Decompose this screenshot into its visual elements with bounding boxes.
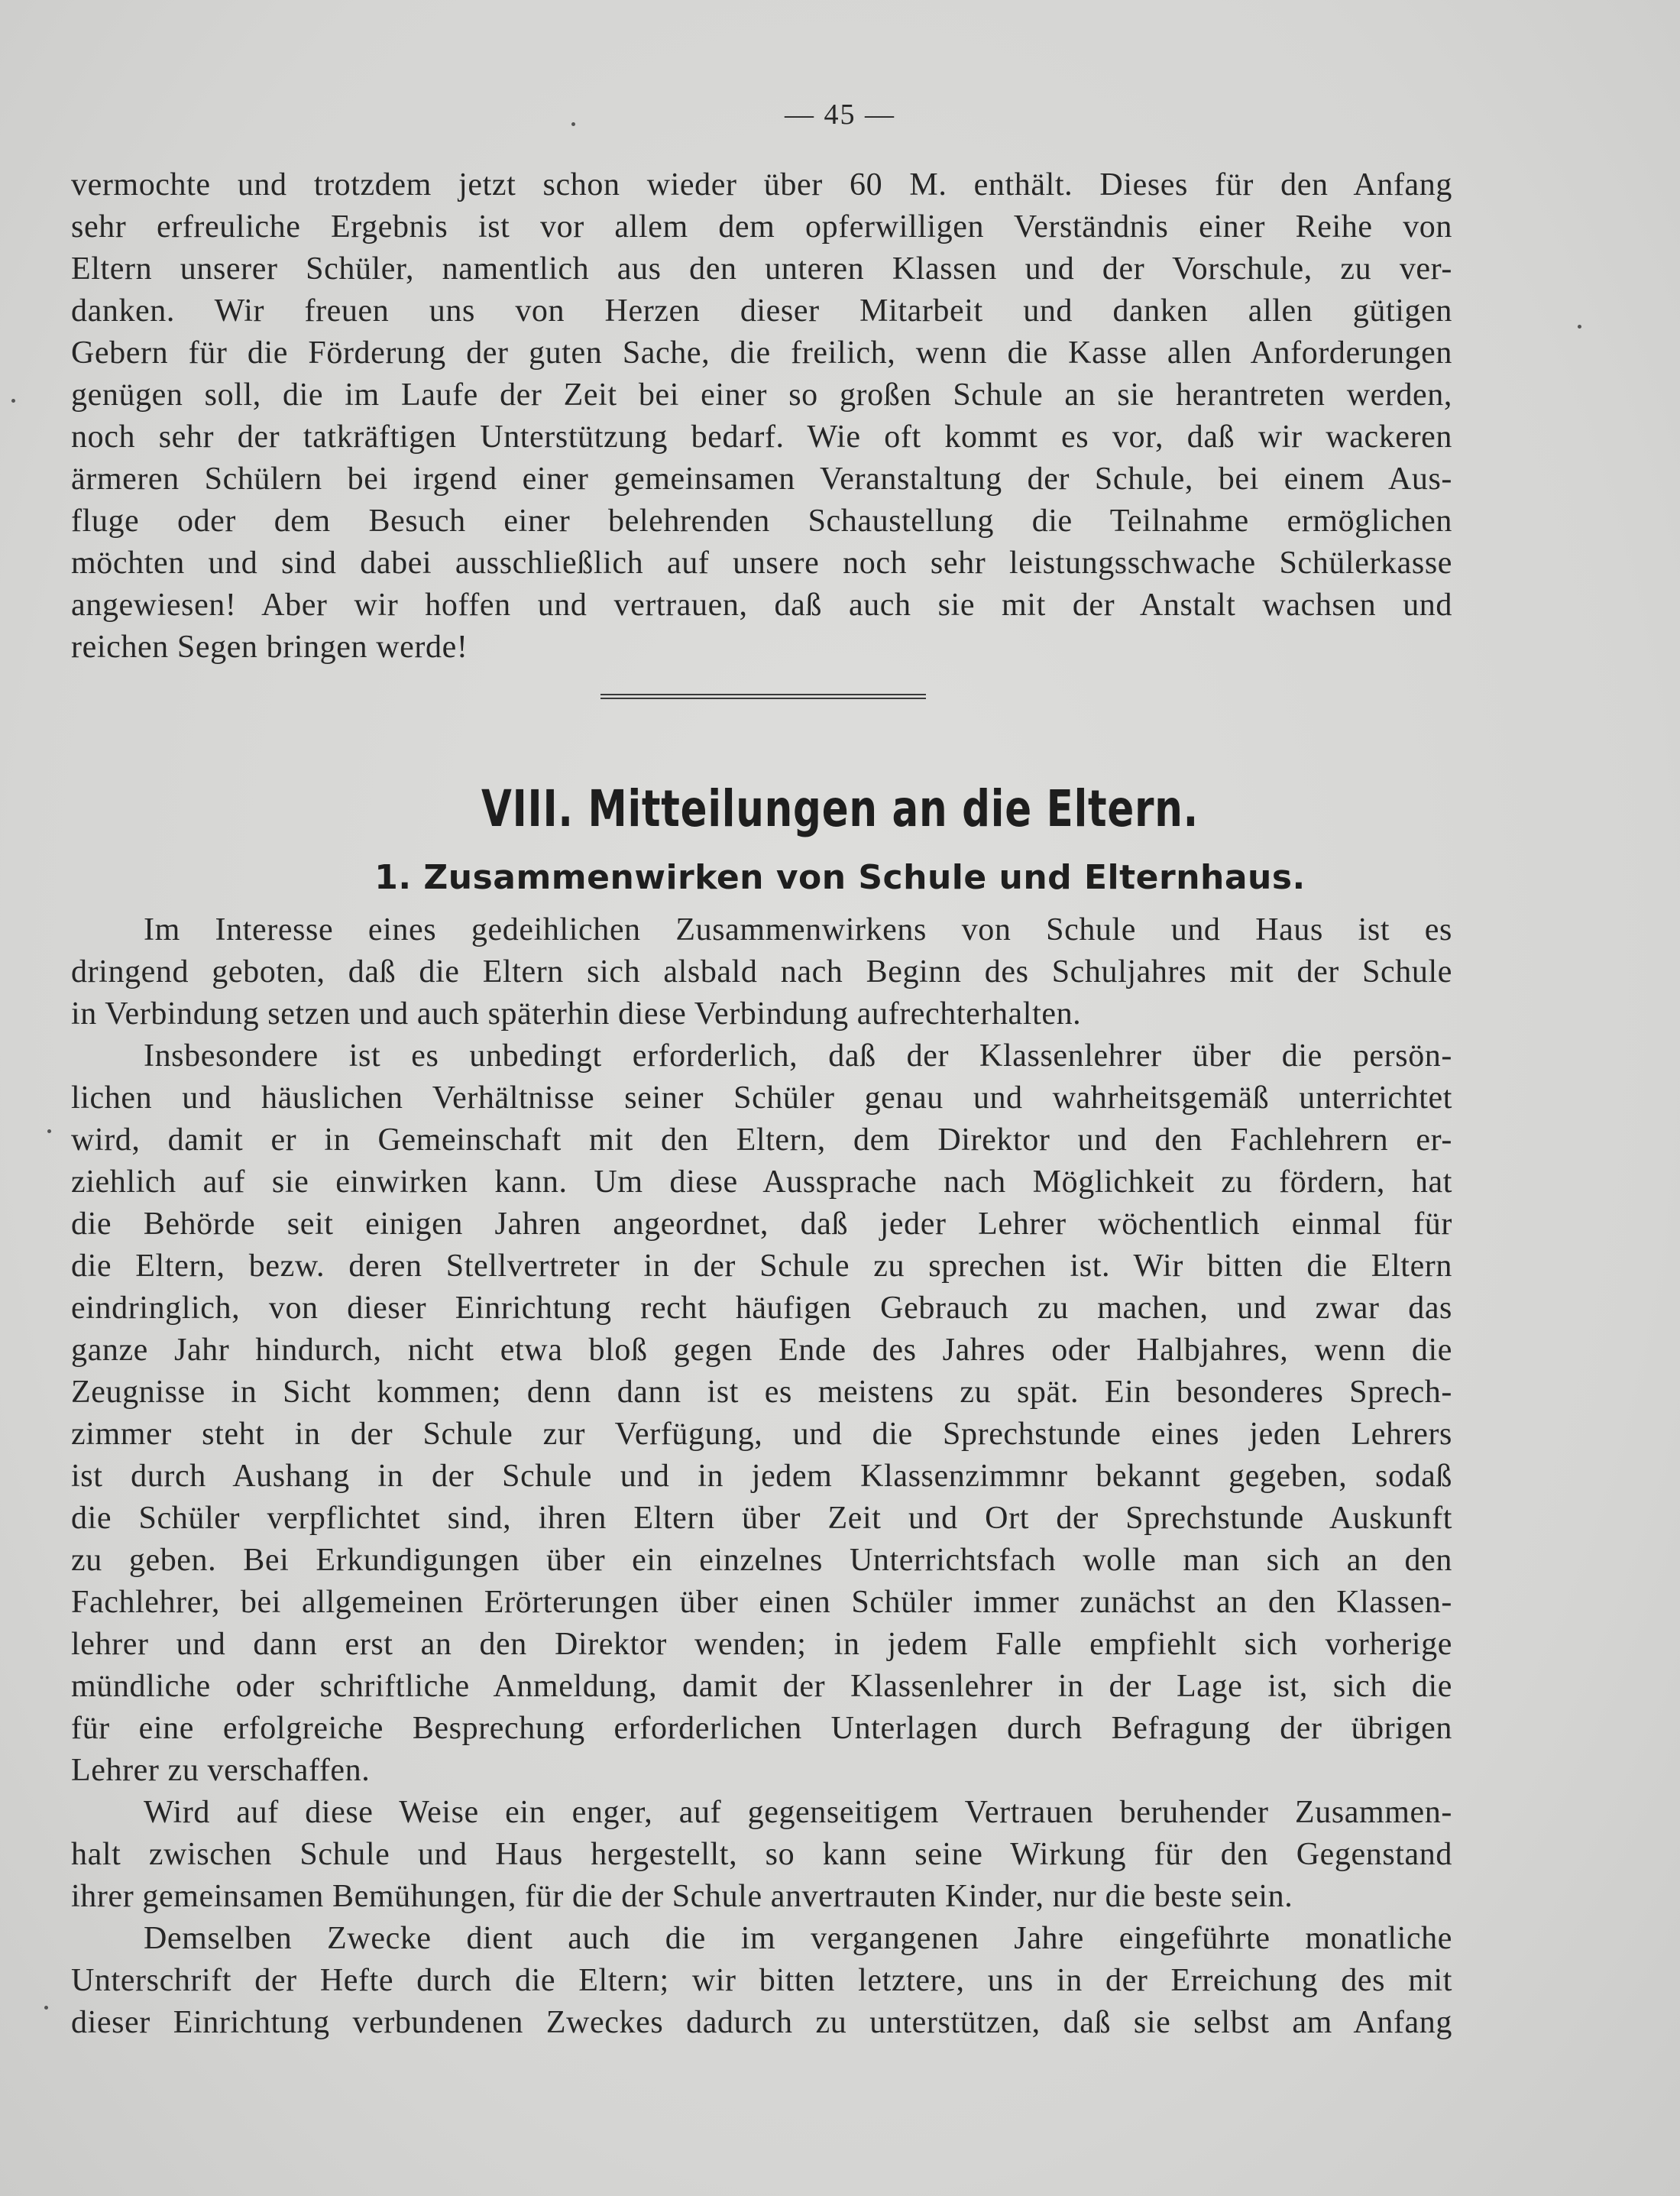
- text-line: dringend geboten, daß die Eltern sich alsbald nach Beginn des Schuljahres mit der Schule: [71, 954, 1452, 989]
- text-line: Demselben Zwecke dient auch die im vergangenen Jahre eingeführte monatliche: [144, 1921, 1452, 1956]
- text-line: eindringlich, von dieser Einrichtung recht häufigen Gebrauch zu machen, und zwar das: [71, 1291, 1452, 1326]
- scan-speck: [11, 399, 15, 403]
- text-line: Eltern unserer Schüler, namentlich aus den unteren Klassen und der Vorschule, zu ver-: [71, 251, 1452, 287]
- text-line: möchten und sind dabei ausschließlich auf unsere noch sehr leistungsschwache Schülerkasse: [71, 546, 1452, 581]
- text-line: ganze Jahr hindurch, nicht etwa bloß gegen Ende des Jahres oder Halbjahres, wenn die: [71, 1333, 1452, 1368]
- text-line: ärmeren Schülern bei irgend einer gemeinsamen Veranstaltung der Schule, bei einem Aus-: [71, 462, 1452, 497]
- text-line: vermochte und trotzdem jetzt schon wieder über 60 M. enthält. Dieses für den Anfang: [71, 167, 1452, 202]
- section-divider: [600, 694, 926, 703]
- text-line: danken. Wir freuen uns von Herzen dieser Mitarbeit und danken allen gütigen: [71, 293, 1452, 329]
- text-line: noch sehr der tatkräftigen Unterstützung bedarf. Wie oft kommt es vor, daß wir wackeren: [71, 419, 1452, 455]
- text-line: Fachlehrer, bei allgemeinen Erörterungen über einen Schüler immer zunächst an den Klassen-: [71, 1585, 1452, 1620]
- scan-speck: [1578, 325, 1581, 329]
- text-line: wird, damit er in Gemeinschaft mit den Eltern, dem Direktor und den Fachlehrern er-: [71, 1122, 1452, 1158]
- text-line: lehrer und dann erst an den Direktor wenden; in jedem Falle empfiehlt sich vorherige: [71, 1627, 1452, 1662]
- text-line: mündliche oder schriftliche Anmeldung, damit der Klassenlehrer in der Lage ist, sich die: [71, 1669, 1452, 1704]
- intro-paragraph: [71, 164, 1452, 669]
- section-title: 1. Zusammenwirken von Schule und Elternhaus.: [374, 858, 1306, 897]
- text-line: zu geben. Bei Erkundigungen über ein einzelnes Unterrichtsfach wolle man sich an den: [71, 1543, 1452, 1578]
- divider-rule: [600, 694, 926, 695]
- text-line: Zeugnisse in Sicht kommen; denn dann ist es meistens zu spät. Ein besonderes Sprech-: [71, 1375, 1452, 1410]
- main-text: [71, 909, 1452, 2044]
- scan-speck: [44, 2006, 48, 2010]
- scan-speck: [47, 1129, 51, 1133]
- text-line: Im Interesse eines gedeihlichen Zusammenwirkens von Schule und Haus ist es: [144, 912, 1452, 947]
- divider-rule: [600, 698, 926, 699]
- text-line: die Eltern, bezw. deren Stellvertreter in der Schule zu sprechen ist. Wir bitten die Eltern: [71, 1249, 1452, 1284]
- text-line: fluge oder dem Besuch einer belehrenden Schaustellung die Teilnahme ermöglichen: [71, 504, 1452, 539]
- text-line: ziehlich auf sie einwirken kann. Um diese Aussprache nach Möglichkeit zu fördern, hat: [71, 1164, 1452, 1200]
- text-line: angewiesen! Aber wir hoffen und vertrauen, daß auch sie mit der Anstalt wachsen und: [71, 588, 1452, 623]
- text-line: dieser Einrichtung verbundenen Zweckes dadurch zu unterstützen, daß sie selbst am Anfang: [71, 2005, 1452, 2040]
- text-line: die Schüler verpflichtet sind, ihren Eltern über Zeit und Ort der Sprechstunde Auskunft: [71, 1501, 1452, 1536]
- text-line: in Verbindung setzen und auch späterhin diese Verbindung aufrechterhalten.: [71, 996, 1082, 1032]
- text-line: halt zwischen Schule und Haus hergestellt, so kann seine Wirkung für den Gegenstand: [71, 1837, 1452, 1872]
- text-line: sehr erfreuliche Ergebnis ist vor allem dem opferwilligen Verständnis einer Reihe von: [71, 209, 1452, 245]
- chapter-title: VIII. Mitteilungen an die Eltern.: [481, 779, 1199, 838]
- text-line: für eine erfolgreiche Besprechung erforderlichen Unterlagen durch Befragung der übrigen: [71, 1711, 1452, 1746]
- text-line: reichen Segen bringen werde!: [71, 630, 468, 665]
- scan-speck: [571, 122, 575, 126]
- text-line: Gebern für die Förderung der guten Sache, die freilich, wenn die Kasse allen Anforderungen: [71, 335, 1452, 371]
- text-line: Lehrer zu verschaffen.: [71, 1753, 371, 1788]
- page-number: — 45 —: [785, 99, 895, 131]
- text-line: ihrer gemeinsamen Bemühungen, für die der Schule anvertrauten Kinder, nur die beste sein.: [71, 1879, 1293, 1914]
- text-line: Unterschrift der Hefte durch die Eltern; wir bitten letztere, uns in der Erreichung des mit: [71, 1963, 1452, 1998]
- text-line: Insbesondere ist es unbedingt erforderlich, daß der Klassenlehrer über die persön-: [144, 1038, 1452, 1074]
- text-line: zimmer steht in der Schule zur Verfügung, und die Sprechstunde eines jeden Lehrers: [71, 1417, 1452, 1452]
- text-line: ist durch Aushang in der Schule und in jedem Klassenzimmnr bekannt gegeben, sodaß: [71, 1459, 1452, 1494]
- text-line: Wird auf diese Weise ein enger, auf gegenseitigem Vertrauen beruhender Zusammen-: [144, 1795, 1452, 1830]
- text-line: lichen und häuslichen Verhältnisse seiner Schüler genau und wahrheitsgemäß unterrichtet: [71, 1080, 1452, 1116]
- text-line: die Behörde seit einigen Jahren angeordnet, daß jeder Lehrer wöchentlich einmal für: [71, 1207, 1452, 1242]
- text-line: genügen soll, die im Laufe der Zeit bei einer so großen Schule an sie herantreten werden,: [71, 377, 1452, 413]
